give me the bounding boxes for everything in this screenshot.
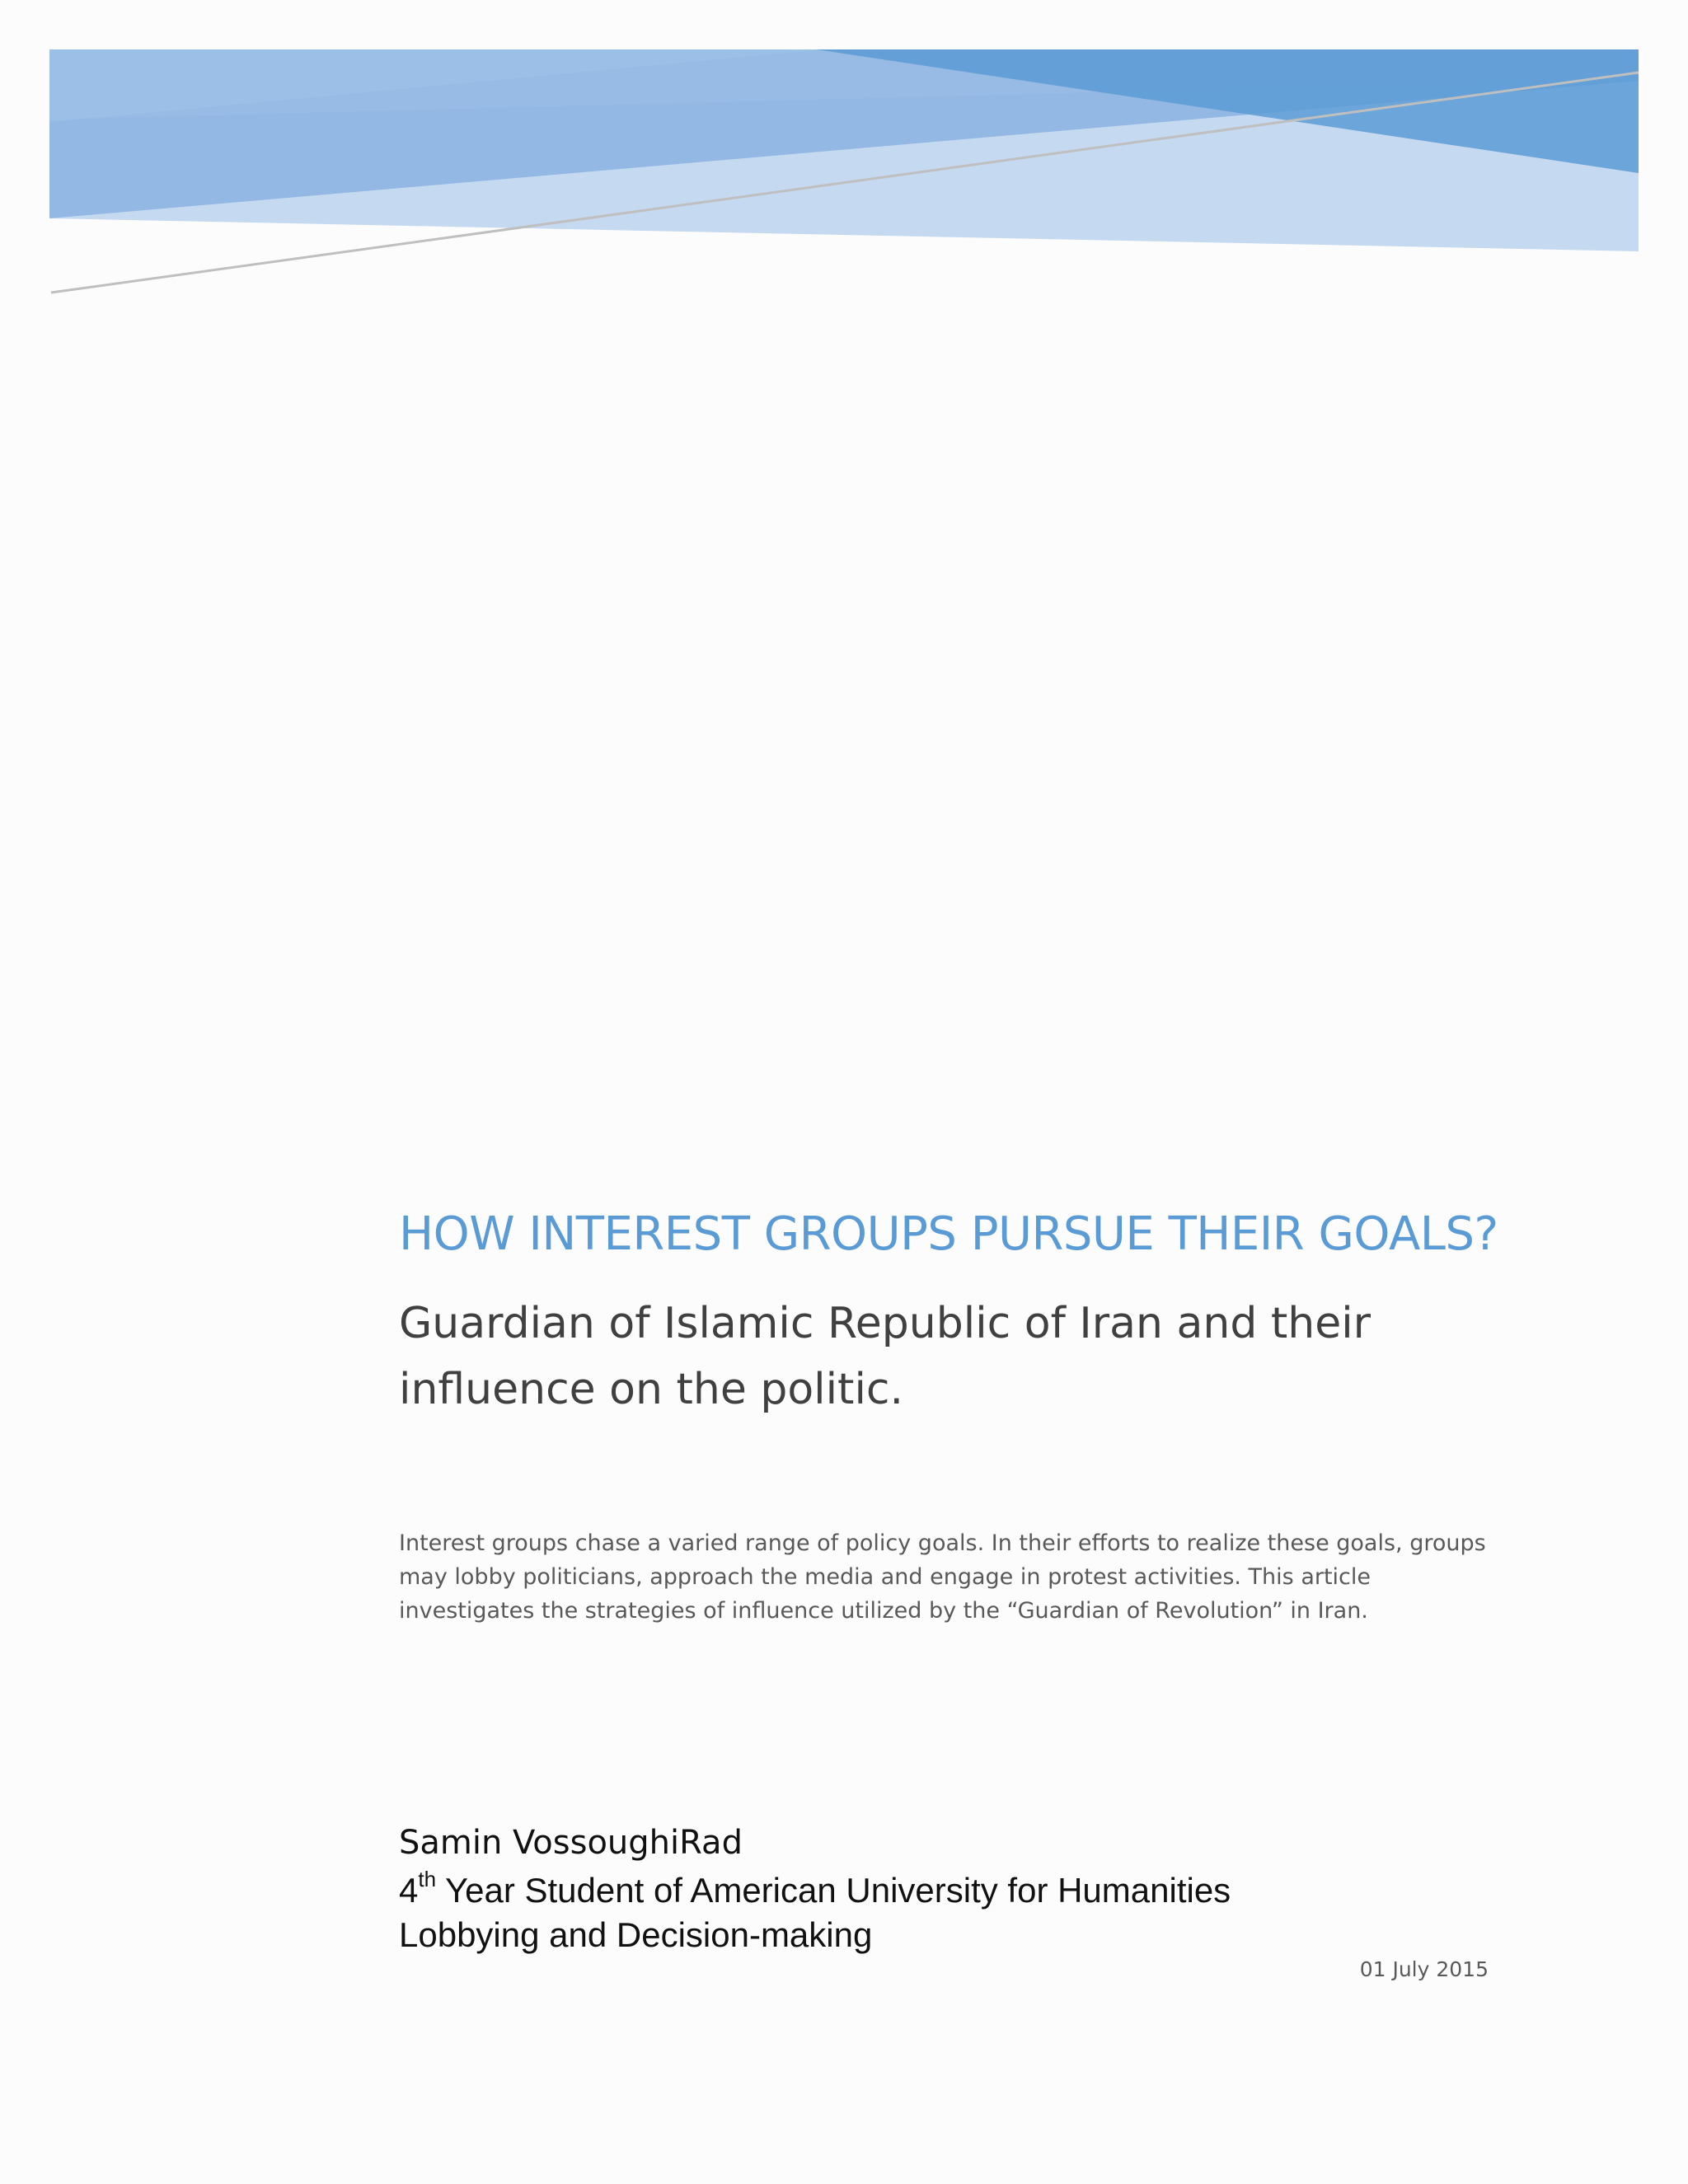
author-name: Samin VossoughiRad (399, 1824, 743, 1862)
author-affiliation (399, 1868, 1231, 1914)
course-name: Lobbying and Decision-making (399, 1915, 873, 1954)
affiliation-year-suffix: th (418, 1867, 437, 1891)
affiliation-year-number: 4 (399, 1871, 419, 1910)
document-date: 01 July 2015 (1359, 1957, 1489, 1981)
document-subtitle: Guardian of Islamic Republic of Iran and their influence on the politic. (399, 1299, 1372, 1414)
header-decorative-graphic (0, 0, 1688, 313)
affiliation-text: Year Student of American University for Humanities (436, 1871, 1231, 1910)
document-abstract: Interest groups chase a varied range of policy goals. In their efforts to realize these goals, groups may lobby politicians, approach the media and engage in protest activities. This article investigates the strategies of influence utilized by the “Guardian of Revolution” in Iran. (399, 1530, 1486, 1624)
document-title: HOW INTEREST GROUPS PURSUE THEIR GOALS? (399, 1207, 1498, 1261)
